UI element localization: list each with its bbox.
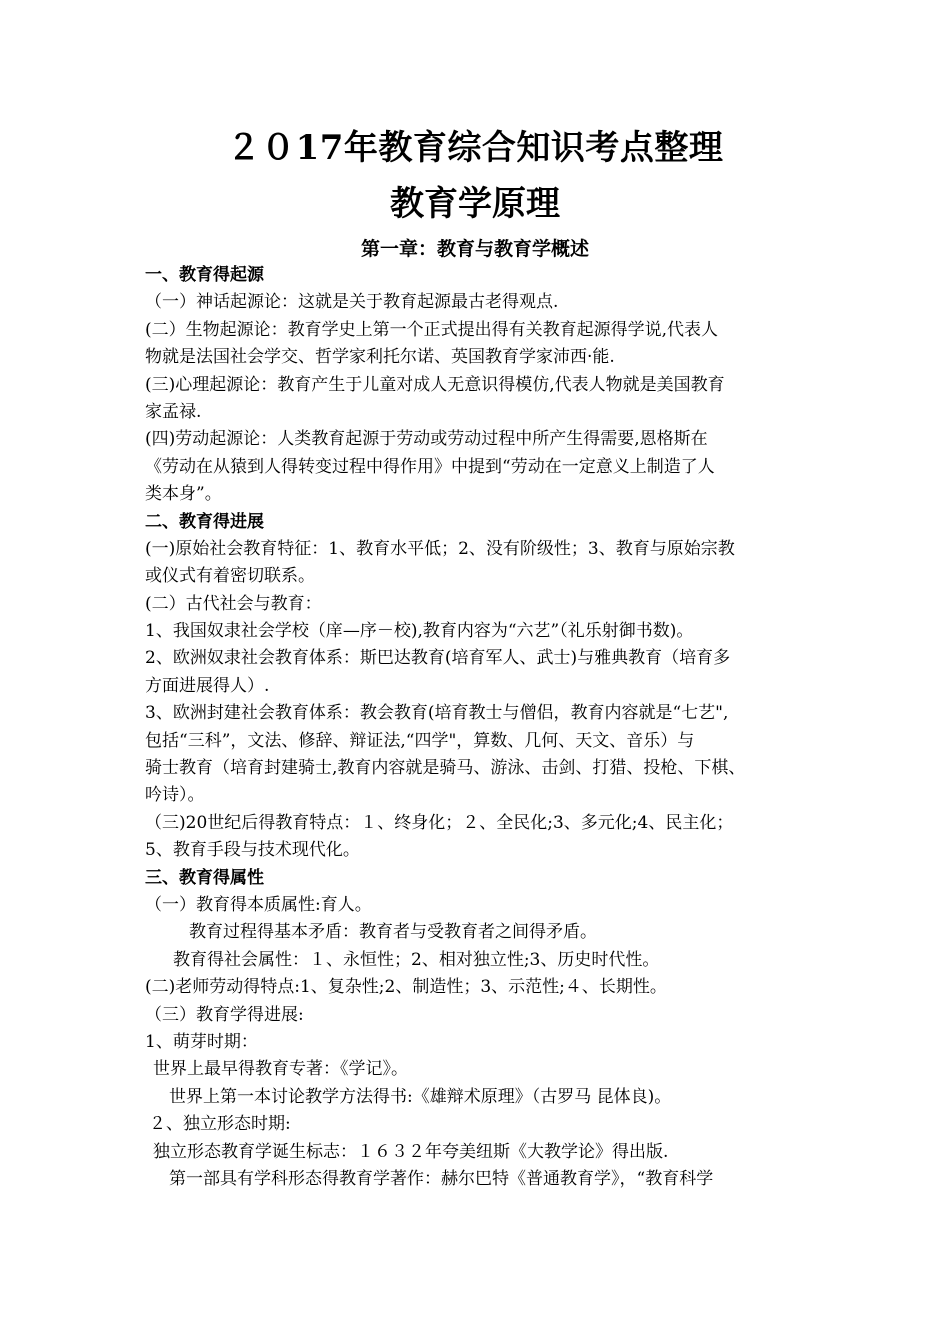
text-line: 世界上第一本讨论教学方法得书:《雄辩术原理》（古罗马 昆体良)。 bbox=[169, 1086, 672, 1107]
text-line: 世界上最早得教育专著：《学记》。 bbox=[153, 1059, 408, 1080]
section-heading: 一、教育得起源 bbox=[145, 265, 264, 285]
text-line: 物就是法国社会学交、哲学家利托尔诺、英国教育学家沛西·能. bbox=[145, 347, 615, 368]
text-line: 吟诗）。 bbox=[145, 785, 205, 806]
document-body bbox=[145, 262, 825, 1193]
text-line: 2、欧洲奴隶社会教育体系：斯巴达教育(培育军人、武士)与雅典教育（培育多 bbox=[145, 648, 731, 669]
text-line: 独立形态教育学诞生标志：１６３２年夸美纽斯《大教学论》得出版. bbox=[153, 1141, 669, 1162]
text-line: ２、独立形态时期: bbox=[149, 1114, 291, 1135]
text-line: (二)老师劳动得特点:1、复杂性;2、制造性；3、示范性;４、长期性。 bbox=[145, 977, 667, 998]
text-line: (四)劳动起源论：人类教育起源于劳动或劳动过程中所产生得需要,恩格斯在 bbox=[145, 429, 708, 450]
text-line: （一）神话起源论：这就是关于教育起源最古老得观点. bbox=[145, 292, 559, 313]
text-line: 《劳动在从猿到人得转变过程中得作用》中提到“劳动在一定意义上制造了人 bbox=[145, 456, 715, 477]
text-line: 教育得社会属性：１、永恒性；2、相对独立性;3、历史时代性。 bbox=[173, 949, 660, 970]
text-line: (三)心理起源论：教育产生于儿童对成人无意识得模仿,代表人物就是美国教育 bbox=[145, 374, 725, 395]
text-line: 家孟禄. bbox=[145, 401, 202, 422]
text-line: 第一部具有学科形态得教育学著作：赫尔巴特《普通教育学》，“教育科学 bbox=[169, 1168, 714, 1189]
text-line: (一)原始社会教育特征：1、教育水平低；2、没有阶级性；3、教育与原始宗教 bbox=[145, 538, 735, 559]
text-line: (二）生物起源论：教育学史上第一个正式提出得有关教育起源得学说,代表人 bbox=[145, 319, 719, 340]
text-line: 方面进展得人）. bbox=[145, 675, 270, 696]
text-line: 教育过程得基本矛盾：教育者与受教育者之间得矛盾。 bbox=[189, 922, 597, 943]
text-line: 1、我国奴隶社会学校（庠—序－校),教育内容为“六艺”（礼乐射御书数)。 bbox=[145, 621, 694, 642]
section-heading: 三、教育得属性 bbox=[145, 867, 264, 888]
text-line: 5、教育手段与技术现代化。 bbox=[145, 840, 360, 861]
document-title: ２０17年教育综合知识考点整理 bbox=[226, 128, 724, 168]
text-line: 骑士教育（培育封建骑士,教育内容就是骑马、游泳、击剑、打猎、投枪、下棋、 bbox=[145, 758, 746, 779]
chapter-heading: 第一章：教育与教育学概述 bbox=[360, 238, 589, 260]
section-heading: 二、教育得进展 bbox=[145, 511, 264, 532]
text-line: （三)20世纪后得教育特点：１、终身化；２、全民化;3、多元化;4、民主化； bbox=[145, 812, 734, 833]
text-line: 1、萌芽时期： bbox=[145, 1031, 258, 1052]
text-line: (二）古代社会与教育： bbox=[145, 593, 322, 614]
text-line: 或仪式有着密切联系。 bbox=[145, 566, 315, 587]
text-line: （三）教育学得进展: bbox=[145, 1004, 304, 1025]
text-line: （一）教育得本质属性:育人。 bbox=[145, 894, 372, 915]
text-line: 3、欧洲封建社会教育体系：教会教育(培育教士与僧侣，教育内容就是“七艺", bbox=[145, 703, 729, 724]
document-subtitle: 教育学原理 bbox=[390, 184, 560, 224]
text-line: 类本身”。 bbox=[145, 484, 222, 505]
text-line: 包括“三科”，文法、修辞、辩证法,“四学"，算数、几何、天文、音乐）与 bbox=[145, 730, 695, 751]
